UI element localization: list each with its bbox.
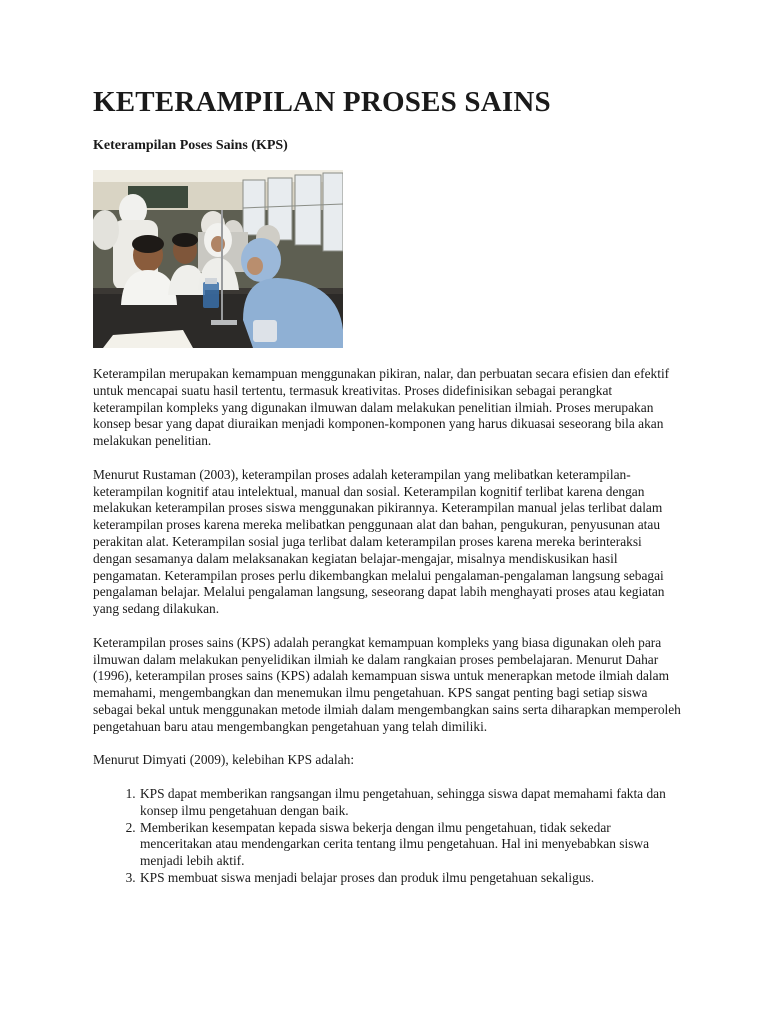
paragraph-kps-definition: Keterampilan proses sains (KPS) adalah perangkat kemampuan kompleks yang biasa digunakan oleh para ilmuwan dalam melakukan penyelidikan ilmiah ke dalam rangkaian proses pembelajaran. Menurut Dahar (1996), keterampilan proses sains (KPS) adalah kemampuan siswa untuk menerapkan metode ilmiah dalam memahami, mengembangkan dan menemukan ilmu pengetahuan. KPS sangat penting bagi setiap siswa sebagai bekal untuk menggunakan metode ilmiah dalam mengembangkan sains serta diharapkan memperoleh pengetahuan baru atau mengembangkan pengetahuan yang telah dimiliki. [93, 634, 681, 734]
classroom-photo-icon [93, 170, 343, 348]
paragraph-dimyati-intro: Menurut Dimyati (2009), kelebihan KPS adalah: [93, 752, 355, 768]
list-item: 1. KPS dapat memberikan rangsangan ilmu pengetahuan, sehingga siswa dapat memahami fakta dan konsep ilmu pengetahuan dengan baik. [139, 786, 683, 820]
advantages-list [93, 786, 683, 887]
list-item: 2. Memberikan kesempatan kepada siswa bekerja dengan ilmu pengetahuan, tidak sekedar menceritakan atau mendengarkan cerita tentang ilmu pengetahuan. Hal ini menyebabkan siswa menjadi lebih aktif. [139, 820, 683, 870]
classroom-photo [93, 170, 343, 348]
paragraph-definition: Keterampilan merupakan kemampuan menggunakan pikiran, nalar, dan perbuatan secara efisien dan efektif untuk mencapai suatu hasil tertentu, termasuk kreativitas. Proses didefinisikan sebagai perangkat keterampilan kompleks yang digunakan ilmuwan dalam melakukan penelitian ilmiah. Proses merupakan konsep besar yang dapat diuraikan menjadi komponen-komponen yang harus dikuasai seseorang bila akan melakukan penelitian. [93, 366, 670, 449]
body-text [93, 366, 683, 887]
section-subtitle: Keterampilan Poses Sains (KPS) [93, 138, 288, 153]
page-title: KETERAMPILAN PROSES SAINS [93, 86, 551, 118]
paragraph-rustaman: Menurut Rustaman (2003), keterampilan proses adalah keterampilan yang melibatkan keterampilan-keterampilan kognitif atau intelektual, manual dan sosial. Keterampilan kognitif terlibat karena dengan melakukan keterampilan proses siswa menggunakan pikirannya. Keterampilan manual jelas terlibat dalam keterampilan proses karena mereka melibatkan penggunaan alat dan bahan, pengukuran, penyusunan atau perakitan alat. Keterampilan sosial juga terlibat dalam keterampilan proses karena mereka berinteraksi dengan sesamanya dalam melaksanakan kegiatan belajar-mengajar, misalnya mendiskusikan hasil pengamatan. Keterampilan proses perlu dikembangkan melalui pengalaman-pengalaman langsung sebagai pengalaman belajar. Melalui pengalaman langsung, seseorang dapat labih menghayati proses atau kegiatan yang sedang dilakukan. [93, 466, 665, 617]
list-item: 3. KPS membuat siswa menjadi belajar proses dan produk ilmu pengetahuan sekaligus. [139, 870, 683, 887]
